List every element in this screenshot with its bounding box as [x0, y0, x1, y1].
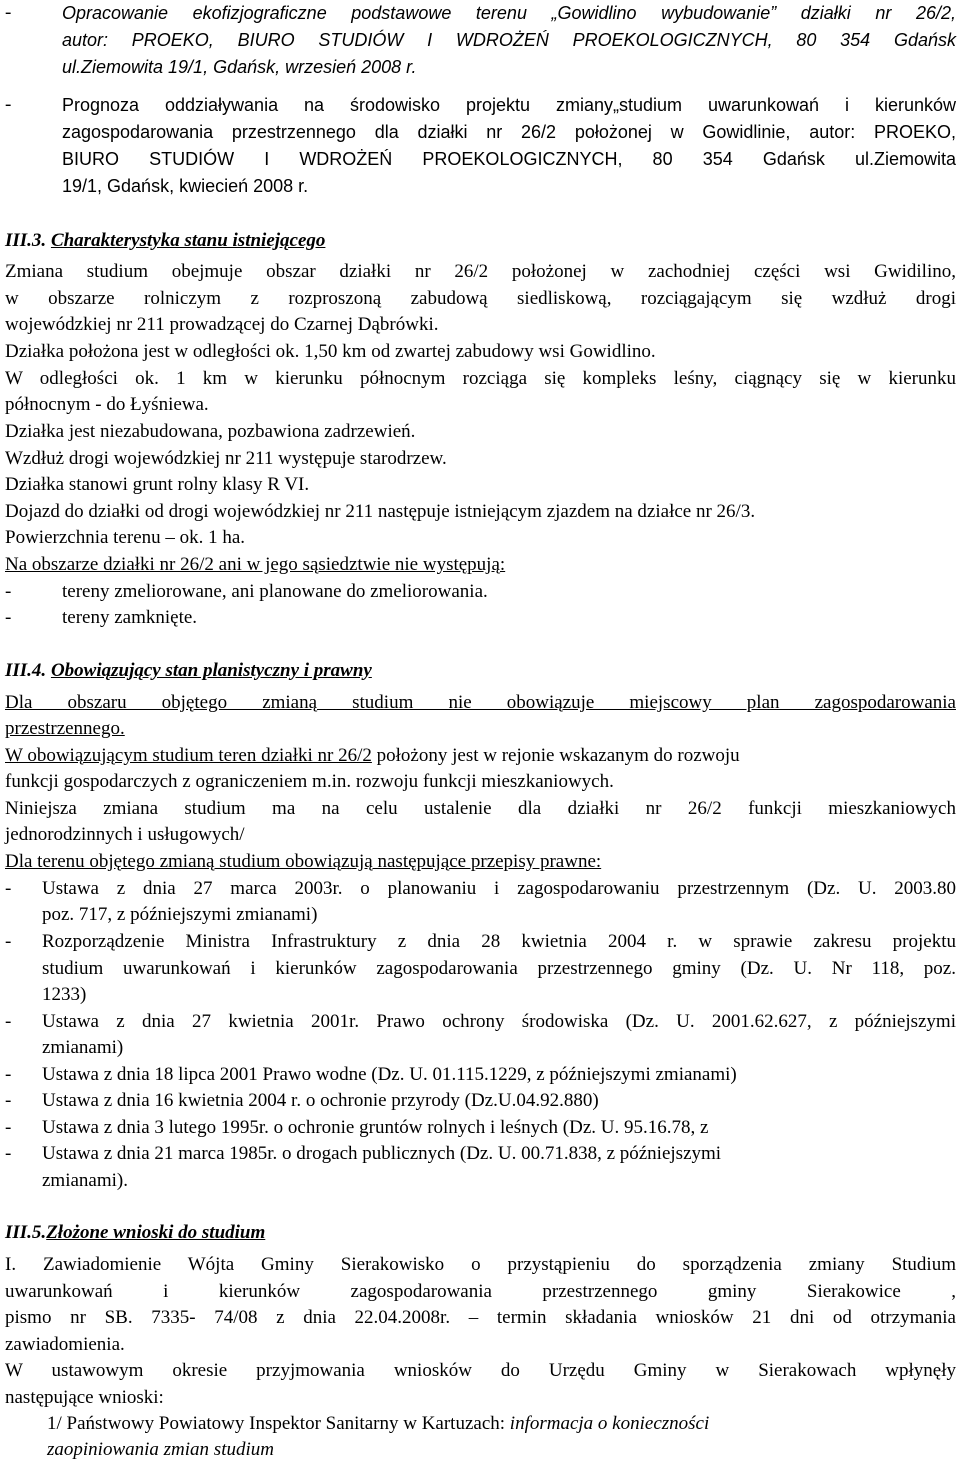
s3-p1-line-1: Zmiana studium obejmuje obszar działki nr 26/2 położonej w zachodniej części wsi Gwidilino,	[5, 261, 956, 282]
section-5-title: Złożone wnioski do studium	[46, 1222, 266, 1243]
s5-p1-line-1: I. Zawiadomienie Wójta Gminy Sierakowisko o przystąpieniu do sporządzenia zmiany Studium	[5, 1254, 956, 1275]
intro-item-1-line-2: autor: PROEKO, BIURO STUDIÓW I WDROŻEŃ PROEKOLOGICZNYCH, 80 354 Gdańsk	[62, 30, 956, 50]
law-6-line-1: Ustawa z dnia 3 lutego 1995r. o ochronie gruntów rolnych i leśnych (Dz. U. 95.16.78, z	[42, 1117, 709, 1138]
law-7-dash: -	[5, 1143, 12, 1164]
s4-p1-line-2: przestrzennego.	[5, 718, 125, 739]
s5-w1-plain: 1/ Państwowy Powiatowy Inspektor Sanitarny w Kartuzach:	[47, 1413, 506, 1434]
law-7-line-1: Ustawa z dnia 21 marca 1985r. o drogach publicznych (Dz. U. 00.71.838, z późniejszymi	[42, 1143, 722, 1164]
s3-item-2: tereny zamknięte.	[62, 607, 198, 628]
intro-item-1-line-3: ul.Ziemowita 19/1, Gdańsk, wrzesień 2008 r.	[62, 57, 417, 77]
s4-p2-line-2: funkcji gospodarczych z ograniczeniem m.in. rozwoju funkcji mieszkaniowych.	[5, 771, 614, 792]
law-2-line-2: studium uwarunkowań i kierunków zagospodarowania przestrzennego gminy (Dz. U. Nr 118, poz.	[42, 958, 956, 979]
section-5-heading	[5, 1220, 956, 1246]
s3-p2: Działka położona jest w odległości ok. 1,50 km od zwartej zabudowy wsi Gowidlino.	[5, 341, 656, 362]
law-3-line-2: zmianami)	[42, 1037, 124, 1058]
s3-p4: Działka jest niezabudowana, pozbawiona zadrzewień.	[5, 421, 416, 442]
s5-p2-line-1: W ustawowym okresie przyjmowania wniosków do Urzędu Gminy w Sierakowach wpłynęły	[5, 1360, 956, 1381]
law-5-line-1: Ustawa z dnia 16 kwietnia 2004 r. o ochronie przyrody (Dz.U.04.92.880)	[42, 1090, 599, 1111]
law-4-dash: -	[5, 1064, 12, 1085]
s3-p3-line-1: W odległości ok. 1 km w kierunku północnym rozciąga się kompleks leśny, ciągnący się w kierunku	[5, 368, 956, 389]
section-3-title: Charakterystyka stanu istniejącego	[50, 230, 326, 251]
intro-item-1-line-1: Opracowanie ekofizjograficzne podstawowe terenu „Gowidlino wybudowanie” działki nr 26/2,	[62, 3, 956, 23]
s3-item-1: tereny zmeliorowane, ani planowane do zmeliorowania.	[62, 581, 488, 602]
intro-item-2-dash: -	[5, 94, 12, 115]
intro-item-1-dash: -	[5, 2, 12, 23]
s5-w1-line-1	[47, 1411, 956, 1437]
s3-item-2-dash: -	[5, 607, 12, 628]
law-2-dash: -	[5, 931, 12, 952]
s5-p1-line-4: zawiadomienia.	[5, 1334, 125, 1355]
intro-item-2-line-1: Prognoza oddziaływania na środowisko projektu zmiany„studium uwarunkowań i kierunków	[62, 95, 956, 115]
law-3-dash: -	[5, 1011, 12, 1032]
s3-p5: Wzdłuż drogi wojewódzkiej nr 211 występuje starodrzew.	[5, 448, 447, 469]
law-4-line-1: Ustawa z dnia 18 lipca 2001 Prawo wodne (Dz. U. 01.115.1229, z późniejszymi zmianami)	[42, 1064, 737, 1085]
s5-w1-italic: informacja o konieczności	[509, 1413, 710, 1434]
s4-p2-rest: położony jest w rejonie wskazanym do rozwoju	[371, 745, 740, 766]
s3-p1-line-2: w obszarze rolniczym z rozproszoną zabudową siedliskową, rozciągającym się wzdłuż drogi	[5, 288, 956, 309]
law-7-line-2: zmianami).	[42, 1170, 128, 1191]
s5-p1-line-3: pismo nr SB. 7335- 74/08 z dnia 22.04.2008r. – termin składania wniosków 21 dni od otrzymania	[5, 1307, 956, 1328]
s3-item-1-dash: -	[5, 581, 12, 602]
section-3-number: III.3.	[5, 230, 47, 251]
s5-p2-line-2: następujące wnioski:	[5, 1387, 164, 1408]
intro-item-2-line-3: BIURO STUDIÓW I WDROŻEŃ PROEKOLOGICZNYCH, 80 354 Gdańsk ul.Ziemowita	[62, 149, 956, 169]
s4-p2-line-1	[5, 743, 956, 769]
s3-p6: Działka stanowi grunt rolny klasy R VI.	[5, 474, 310, 495]
s3-p1-line-3: wojewódzkiej nr 211 prowadzącej do Czarnej Dąbrówki.	[5, 314, 439, 335]
s4-p4: Dla terenu objętego zmianą studium obowiązują następujące przepisy prawne:	[5, 851, 602, 872]
s3-p8: Powierzchnia terenu – ok. 1 ha.	[5, 527, 246, 548]
s4-p2-underlined: W obowiązującym studium teren działki nr 26/2	[5, 745, 372, 766]
section-3-heading	[5, 228, 956, 254]
section-4-number: III.4.	[5, 660, 47, 681]
s3-p7: Dojazd do działki od drogi wojewódzkiej nr 211 następuje istniejącym zjazdem na działce nr 26/3.	[5, 501, 756, 522]
section-4-heading	[5, 658, 956, 684]
s5-w1-line-2: zaopiniowania zmian studium	[47, 1439, 274, 1460]
law-1-line-1: Ustawa z dnia 27 marca 2003r. o planowaniu i zagospodarowaniu przestrzennym (Dz. U. 2003.80	[42, 878, 956, 899]
law-2-line-3: 1233)	[42, 984, 87, 1005]
law-5-dash: -	[5, 1090, 12, 1111]
law-1-dash: -	[5, 878, 12, 899]
law-3-line-1: Ustawa z dnia 27 kwietnia 2001r. Prawo ochrony środowiska (Dz. U. 2001.62.627, z późniejszymi	[42, 1011, 956, 1032]
s5-p1-line-2: uwarunkowań i kierunków zagospodarowania przestrzennego gminy Sierakowice ,	[5, 1281, 956, 1302]
s4-p3-line-1: Niniejsza zmiana studium ma na celu ustalenie dla działki nr 26/2 funkcji mieszkaniowych	[5, 798, 956, 819]
law-2-line-1: Rozporządzenie Ministra Infrastruktury z dnia 28 kwietnia 2004 r. w sprawie zakresu projektu	[42, 931, 956, 952]
s4-p3-line-2: jednorodzinnych i usługowych/	[5, 824, 245, 845]
s4-p1-line-1: Dla obszaru objętego zmianą studium nie obowiązuje miejscowy plan zagospodarowania	[5, 692, 956, 713]
law-1-line-2: poz. 717, z późniejszymi zmianami)	[42, 904, 318, 925]
section-4-title: Obowiązujący stan planistyczny i prawny	[50, 660, 372, 681]
intro-item-2-line-4: 19/1, Gdańsk, kwiecień 2008 r.	[62, 176, 309, 196]
s3-p3-line-2: północnym - do Łyśniewa.	[5, 394, 209, 415]
law-6-dash: -	[5, 1117, 12, 1138]
section-5-number: III.5.	[5, 1222, 47, 1243]
intro-item-2-line-2: zagospodarowania przestrzennego dla działki nr 26/2 położonej w Gowidlinie, autor: PROEKO,	[62, 122, 956, 142]
s3-p9: Na obszarze działki nr 26/2 ani w jego sąsiedztwie nie występują:	[5, 554, 506, 575]
